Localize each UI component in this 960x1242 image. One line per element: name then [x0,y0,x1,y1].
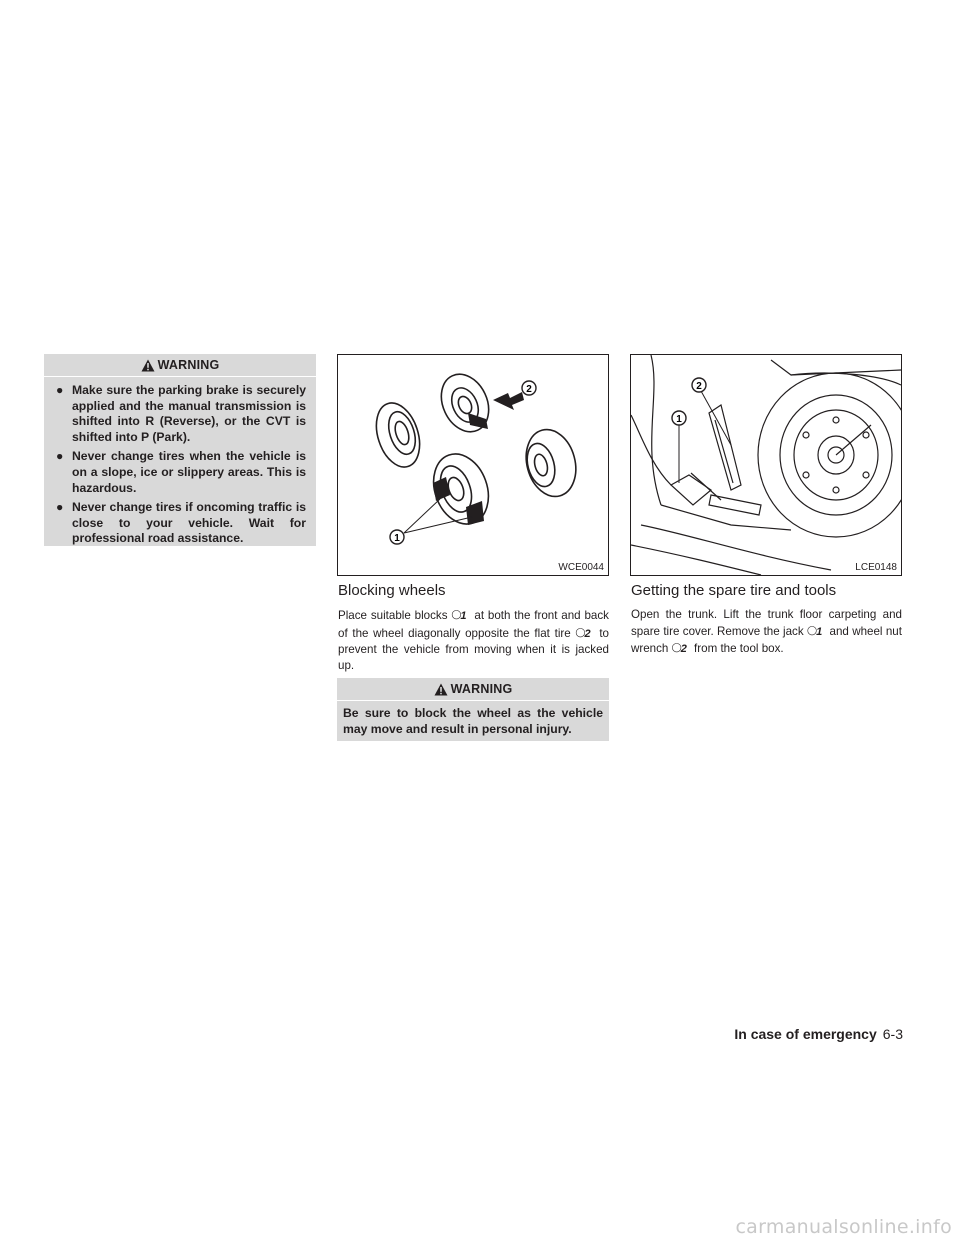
warning-triangle-icon [434,683,448,696]
para-text: Place suitable blocks [338,609,448,622]
paragraph-spare-tire [631,607,902,658]
ref-number: 2 [584,627,591,640]
warning-bullet [56,500,306,547]
warning-bullet-text: Never change tires when the vehicle is on a slope, ice or slippery areas. This is hazardous. [72,449,306,495]
warning-header [337,678,609,701]
bullet-icon: ● [56,383,64,397]
wheels-illustration [338,355,608,575]
callout-2: 2 [696,381,702,392]
ref-1-marker: ◯1 [806,624,823,638]
ref-number: 2 [680,643,687,655]
warning-box-1 [44,354,316,546]
watermark: carmanualsonline.info [735,1216,952,1238]
figure-code: LCE0148 [855,562,897,573]
warning-bullet [56,449,306,496]
warning-triangle-icon [141,359,155,372]
warning-header [44,354,316,377]
warning-text: Be sure to block the wheel as the vehicle may move and result in personal injury. [343,706,603,736]
ref-number: 1 [460,610,467,622]
figure-blocking-wheels [337,354,609,576]
ref-2-marker: ◯2 [671,642,687,655]
bullet-icon: ● [56,449,64,464]
warning-bullet-text: Make sure the parking brake is securely applied and the manual transmission is shifted into R (Reverse), or the CVT is shifted into P (Park). [72,383,306,444]
warning-title: WARNING [450,682,513,696]
callout-1: 1 [394,533,400,544]
ref-2-marker: ◯2 [575,626,591,640]
page-footer [734,1026,903,1042]
trunk-illustration [631,355,901,575]
paragraph-blocking-wheels [338,607,609,673]
callout-2: 2 [526,384,532,395]
ref-number: 1 [816,625,823,638]
section-title-spare-tire: Getting the spare tire and tools [631,582,837,599]
para-text: to prevent the vehicle from moving when it is jacked up. [338,626,609,672]
warning-box-2 [337,678,609,741]
footer-section-name: In case of emergency [734,1026,877,1042]
page-number: 6-3 [882,1026,903,1042]
bullet-icon: ● [56,500,64,515]
section-title-blocking-wheels: Blocking wheels [338,582,446,599]
warning-title: WARNING [157,358,220,372]
para-text: Open the trunk. Lift the trunk floor carpeting and spare tire cover. Remove the jack [631,608,902,638]
para-text: and wheel nut wrench [631,624,902,655]
callout-1: 1 [676,414,682,425]
para-text: from the tool box. [694,642,784,655]
ref-1-marker: ◯1 [451,609,467,622]
figure-spare-tire [630,354,902,576]
figure-code: WCE0044 [558,562,604,573]
para-text: at both the front and back of the wheel diagonally opposite the flat tire [338,609,609,640]
warning-bullet-text: Never change tires if oncoming traffic is close to your vehicle. Wait for professional road assistance. [72,500,306,546]
warning-bullet [56,383,306,445]
